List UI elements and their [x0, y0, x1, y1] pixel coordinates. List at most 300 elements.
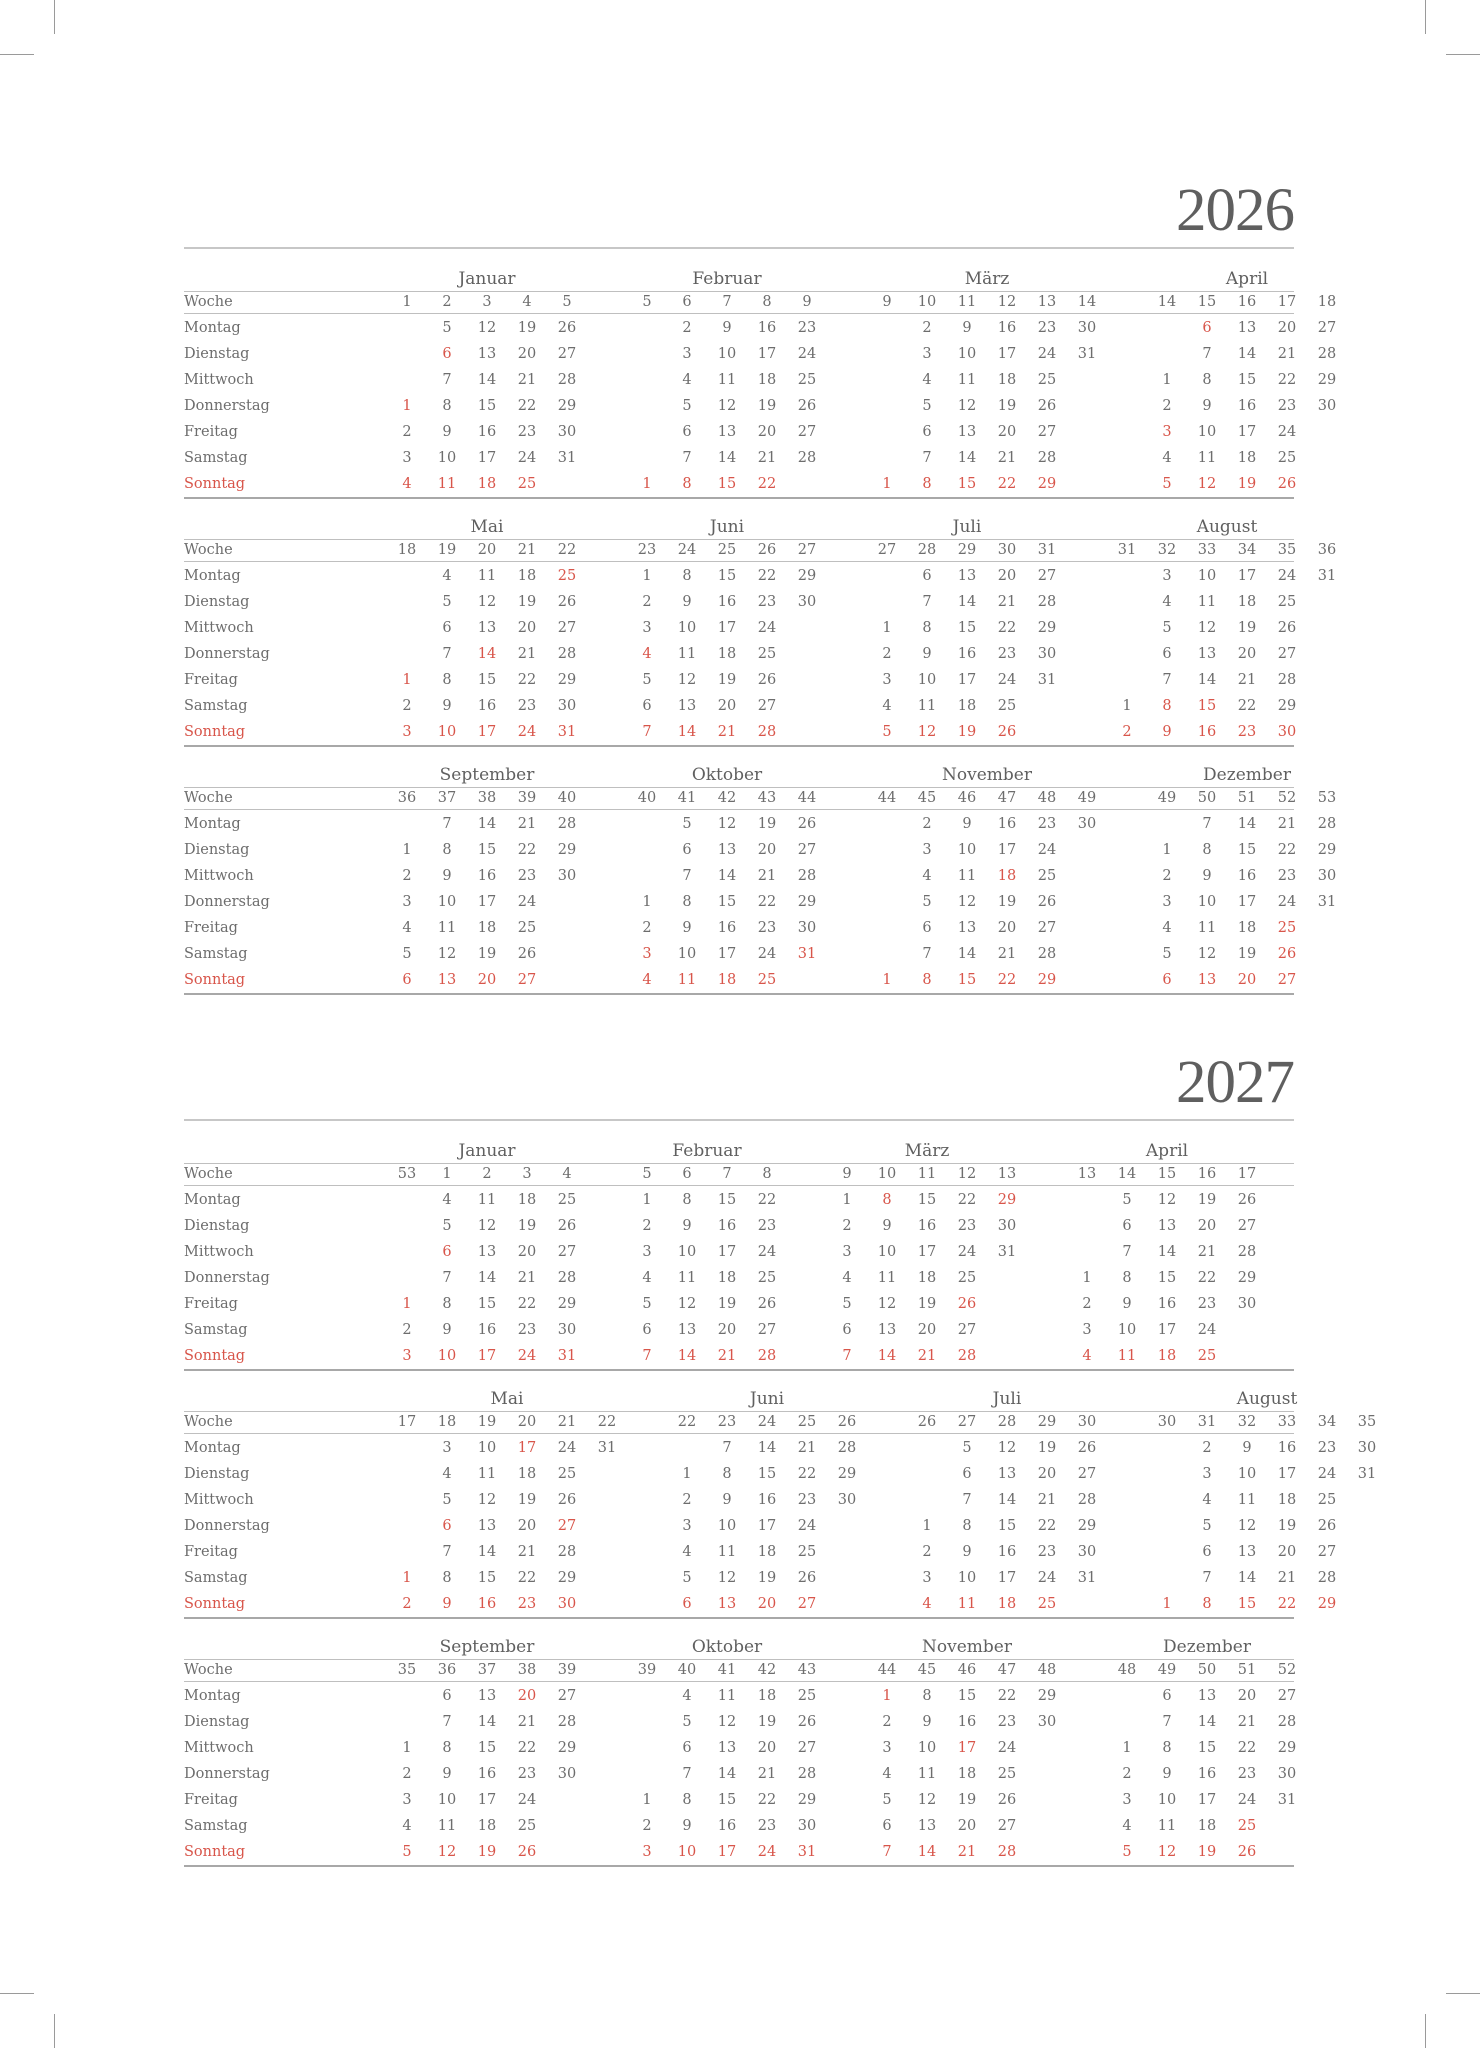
day-cell: 16 [997, 320, 1017, 336]
day-cell: 29 [1037, 1688, 1057, 1704]
day-cell: 27 [1317, 320, 1337, 336]
day-cell: 27 [557, 620, 577, 636]
day-cell: 7 [962, 1492, 972, 1508]
day-cell: 6 [1202, 1544, 1212, 1560]
week-rule [184, 1681, 1294, 1682]
day-cell: 26 [557, 320, 577, 336]
block-rule [184, 745, 1294, 747]
day-cell: 6 [642, 698, 652, 714]
day-cell: 22 [1037, 1518, 1057, 1534]
week-number: 8 [762, 294, 772, 310]
day-cell: 26 [517, 946, 537, 962]
day-cell: 5 [442, 1218, 452, 1234]
day-cell: 30 [1237, 1296, 1257, 1312]
day-cell: 15 [1197, 698, 1217, 714]
week-number: 28 [997, 1414, 1017, 1430]
week-number: 30 [997, 542, 1017, 558]
week-number: 26 [837, 1414, 857, 1430]
day-cell: 7 [682, 868, 692, 884]
day-cell: 14 [997, 1492, 1017, 1508]
day-cell: 21 [1037, 1492, 1057, 1508]
day-cell: 13 [477, 1518, 497, 1534]
day-cell: 6 [642, 1322, 652, 1338]
row-label-freitag: Freitag [184, 1544, 238, 1560]
day-cell: 9 [1162, 724, 1172, 740]
day-cell: 25 [1277, 450, 1297, 466]
day-cell: 22 [997, 1688, 1017, 1704]
day-cell: 4 [442, 1466, 452, 1482]
day-cell: 19 [1197, 1844, 1217, 1860]
day-cell: 21 [717, 1348, 737, 1364]
day-cell: 27 [557, 1688, 577, 1704]
day-cell: 18 [957, 1766, 977, 1782]
week-number: 16 [1197, 1166, 1217, 1182]
day-cell: 10 [677, 1844, 697, 1860]
day-cell: 19 [997, 398, 1017, 414]
day-cell: 2 [1202, 1440, 1212, 1456]
day-cell: 1 [1122, 1740, 1132, 1756]
day-cell: 9 [682, 594, 692, 610]
week-number: 3 [522, 1166, 532, 1182]
day-cell: 28 [1317, 816, 1337, 832]
year-title: 2026 [1176, 177, 1294, 244]
week-number: 17 [1237, 1166, 1257, 1182]
day-cell: 3 [442, 1440, 452, 1456]
day-cell: 28 [797, 450, 817, 466]
day-cell: 22 [517, 842, 537, 858]
week-number: 22 [557, 542, 577, 558]
day-cell: 13 [437, 972, 457, 988]
day-cell: 5 [642, 1296, 652, 1312]
day-cell: 6 [1162, 972, 1172, 988]
day-cell: 20 [757, 1596, 777, 1612]
day-cell: 13 [1157, 1218, 1177, 1234]
day-cell: 18 [997, 372, 1017, 388]
week-number: 42 [757, 1662, 777, 1678]
week-number: 14 [1117, 1166, 1137, 1182]
day-cell: 9 [442, 1766, 452, 1782]
day-cell: 7 [682, 450, 692, 466]
week-number: 30 [1077, 1414, 1097, 1430]
day-cell: 25 [757, 972, 777, 988]
day-cell: 8 [922, 972, 932, 988]
day-cell: 17 [517, 1440, 537, 1456]
week-number: 4 [522, 294, 532, 310]
day-cell: 5 [842, 1296, 852, 1312]
day-cell: 3 [842, 1244, 852, 1260]
day-cell: 24 [997, 1740, 1017, 1756]
day-cell: 27 [1277, 646, 1297, 662]
day-cell: 17 [1197, 1792, 1217, 1808]
day-cell: 26 [1277, 946, 1297, 962]
day-cell: 29 [1277, 1740, 1297, 1756]
day-cell: 28 [1317, 346, 1337, 362]
day-cell: 28 [557, 1544, 577, 1560]
day-cell: 19 [1237, 946, 1257, 962]
day-cell: 1 [882, 1688, 892, 1704]
day-cell: 29 [1317, 842, 1337, 858]
day-cell: 26 [997, 724, 1017, 740]
day-cell: 1 [1122, 698, 1132, 714]
crop-mark [1425, 2014, 1426, 2048]
week-number: 53 [1317, 790, 1337, 806]
row-label-donnerstag: Donnerstag [184, 398, 270, 414]
day-cell: 10 [957, 346, 977, 362]
day-cell: 7 [442, 1270, 452, 1286]
day-cell: 8 [442, 1740, 452, 1756]
day-cell: 30 [837, 1492, 857, 1508]
day-cell: 9 [962, 1544, 972, 1560]
day-cell: 4 [882, 1766, 892, 1782]
week-number: 45 [917, 790, 937, 806]
month-name: April [1145, 1141, 1189, 1161]
day-cell: 23 [797, 1492, 817, 1508]
day-cell: 7 [442, 1544, 452, 1560]
day-cell: 8 [922, 1688, 932, 1704]
row-label-freitag: Freitag [184, 424, 238, 440]
week-number: 16 [1237, 294, 1257, 310]
month-name: September [439, 1637, 535, 1657]
day-cell: 30 [797, 594, 817, 610]
week-number: 47 [997, 790, 1017, 806]
day-cell: 29 [1037, 972, 1057, 988]
day-cell: 7 [922, 946, 932, 962]
day-cell: 3 [922, 346, 932, 362]
day-cell: 3 [922, 1570, 932, 1586]
day-cell: 31 [557, 450, 577, 466]
day-cell: 21 [997, 450, 1017, 466]
day-cell: 18 [1237, 450, 1257, 466]
row-label-donnerstag: Donnerstag [184, 1270, 270, 1286]
row-label-donnerstag: Donnerstag [184, 1766, 270, 1782]
week-number: 34 [1237, 542, 1257, 558]
week-number: 39 [517, 790, 537, 806]
day-cell: 5 [922, 894, 932, 910]
week-number: 52 [1277, 790, 1297, 806]
day-cell: 27 [1277, 972, 1297, 988]
day-cell: 15 [477, 1570, 497, 1586]
day-cell: 21 [1277, 346, 1297, 362]
day-cell: 9 [442, 698, 452, 714]
day-cell: 4 [922, 1596, 932, 1612]
row-label-week: Woche [184, 1662, 233, 1678]
day-cell: 20 [757, 842, 777, 858]
day-cell: 21 [757, 450, 777, 466]
day-cell: 16 [957, 646, 977, 662]
day-cell: 17 [757, 1518, 777, 1534]
day-cell: 22 [1277, 372, 1297, 388]
month-name: Dezember [1163, 1637, 1251, 1657]
day-cell: 24 [757, 1844, 777, 1860]
day-cell: 14 [1157, 1244, 1177, 1260]
day-cell: 2 [642, 1218, 652, 1234]
row-label-montag: Montag [184, 1192, 241, 1208]
day-cell: 6 [1162, 1688, 1172, 1704]
day-cell: 14 [957, 946, 977, 962]
day-cell: 1 [642, 1792, 652, 1808]
day-cell: 19 [1277, 1518, 1297, 1534]
day-cell: 10 [677, 1244, 697, 1260]
day-cell: 19 [757, 816, 777, 832]
week-number: 30 [1157, 1414, 1177, 1430]
day-cell: 24 [957, 1244, 977, 1260]
day-cell: 27 [1317, 1544, 1337, 1560]
day-cell: 20 [1237, 1688, 1257, 1704]
day-cell: 9 [682, 1218, 692, 1234]
day-cell: 20 [517, 1244, 537, 1260]
week-number: 40 [637, 790, 657, 806]
day-cell: 18 [517, 568, 537, 584]
week-number: 32 [1237, 1414, 1257, 1430]
row-label-sonntag: Sonntag [184, 1844, 246, 1860]
day-cell: 3 [402, 450, 412, 466]
week-rule [184, 809, 1294, 810]
day-cell: 10 [917, 1740, 937, 1756]
day-cell: 23 [517, 1766, 537, 1782]
day-cell: 11 [917, 698, 937, 714]
day-cell: 25 [1037, 868, 1057, 884]
day-cell: 25 [797, 1544, 817, 1560]
week-number: 13 [1077, 1166, 1097, 1182]
day-cell: 21 [957, 1844, 977, 1860]
day-cell: 20 [477, 972, 497, 988]
day-cell: 6 [682, 842, 692, 858]
day-cell: 24 [757, 946, 777, 962]
day-cell: 22 [1197, 1270, 1217, 1286]
day-cell: 28 [1277, 672, 1297, 688]
day-cell: 10 [437, 1792, 457, 1808]
day-cell: 11 [437, 920, 457, 936]
day-cell: 21 [757, 868, 777, 884]
day-cell: 13 [477, 346, 497, 362]
day-cell: 13 [717, 424, 737, 440]
day-cell: 6 [442, 346, 452, 362]
day-cell: 21 [1237, 1714, 1257, 1730]
day-cell: 6 [922, 424, 932, 440]
day-cell: 18 [1197, 1818, 1217, 1834]
day-cell: 22 [757, 476, 777, 492]
day-cell: 30 [557, 424, 577, 440]
day-cell: 31 [557, 724, 577, 740]
day-cell: 5 [882, 724, 892, 740]
day-cell: 5 [1162, 476, 1172, 492]
day-cell: 1 [1162, 1596, 1172, 1612]
row-label-dienstag: Dienstag [184, 594, 250, 610]
year-divider [184, 247, 1294, 249]
day-cell: 2 [1162, 398, 1172, 414]
week-number: 31 [1117, 542, 1137, 558]
day-cell: 26 [797, 1714, 817, 1730]
day-cell: 28 [557, 646, 577, 662]
week-number: 3 [482, 294, 492, 310]
week-number: 1 [402, 294, 412, 310]
day-cell: 24 [517, 894, 537, 910]
day-cell: 22 [517, 1296, 537, 1312]
day-cell: 3 [1082, 1322, 1092, 1338]
day-cell: 14 [1237, 346, 1257, 362]
day-cell: 10 [677, 620, 697, 636]
day-cell: 28 [1037, 450, 1057, 466]
day-cell: 2 [1122, 1766, 1132, 1782]
row-label-sonntag: Sonntag [184, 972, 246, 988]
row-label-week: Woche [184, 542, 233, 558]
day-cell: 5 [1202, 1518, 1212, 1534]
week-number: 35 [397, 1662, 417, 1678]
day-cell: 16 [1277, 1440, 1297, 1456]
week-number: 6 [682, 294, 692, 310]
week-number: 42 [717, 790, 737, 806]
day-cell: 23 [1037, 320, 1057, 336]
day-cell: 23 [797, 320, 817, 336]
day-cell: 28 [1077, 1492, 1097, 1508]
day-cell: 5 [682, 816, 692, 832]
day-cell: 24 [1197, 1322, 1217, 1338]
week-number: 21 [517, 542, 537, 558]
day-cell: 24 [517, 1792, 537, 1808]
day-cell: 29 [557, 1296, 577, 1312]
week-number: 29 [1037, 1414, 1057, 1430]
month-name: Juli [952, 517, 982, 537]
day-cell: 12 [1197, 620, 1217, 636]
day-cell: 12 [677, 1296, 697, 1312]
day-cell: 18 [517, 1192, 537, 1208]
day-cell: 7 [682, 1766, 692, 1782]
month-name: März [964, 269, 1010, 289]
day-cell: 19 [1237, 620, 1257, 636]
day-cell: 26 [1277, 476, 1297, 492]
day-cell: 8 [1202, 842, 1212, 858]
day-cell: 29 [797, 568, 817, 584]
day-cell: 27 [1237, 1218, 1257, 1234]
day-cell: 19 [1197, 1192, 1217, 1208]
day-cell: 21 [1237, 672, 1257, 688]
day-cell: 2 [842, 1218, 852, 1234]
day-cell: 12 [477, 320, 497, 336]
day-cell: 15 [957, 1688, 977, 1704]
day-cell: 23 [517, 424, 537, 440]
day-cell: 27 [1037, 424, 1057, 440]
day-cell: 1 [842, 1192, 852, 1208]
week-number: 49 [1157, 1662, 1177, 1678]
day-cell: 18 [1157, 1348, 1177, 1364]
row-label-sonntag: Sonntag [184, 1596, 246, 1612]
week-number: 49 [1077, 790, 1097, 806]
day-cell: 5 [442, 320, 452, 336]
day-cell: 18 [717, 646, 737, 662]
day-cell: 8 [682, 568, 692, 584]
day-cell: 27 [557, 1244, 577, 1260]
day-cell: 21 [1197, 1244, 1217, 1260]
day-cell: 27 [557, 1518, 577, 1534]
day-cell: 20 [1037, 1466, 1057, 1482]
day-cell: 1 [402, 1740, 412, 1756]
row-label-donnerstag: Donnerstag [184, 646, 270, 662]
day-cell: 18 [1237, 594, 1257, 610]
day-cell: 7 [842, 1348, 852, 1364]
month-name: Juni [709, 517, 745, 537]
day-cell: 29 [837, 1466, 857, 1482]
day-cell: 30 [1037, 1714, 1057, 1730]
day-cell: 14 [1237, 816, 1257, 832]
day-cell: 3 [682, 1518, 692, 1534]
crop-mark [1446, 54, 1480, 55]
month-name: April [1225, 269, 1269, 289]
day-cell: 1 [402, 1296, 412, 1312]
day-cell: 2 [922, 320, 932, 336]
week-number: 44 [797, 790, 817, 806]
day-cell: 7 [442, 816, 452, 832]
week-number: 7 [722, 1166, 732, 1182]
day-cell: 29 [557, 1570, 577, 1586]
week-number: 19 [437, 542, 457, 558]
day-cell: 4 [1082, 1348, 1092, 1364]
day-cell: 17 [957, 1740, 977, 1756]
day-cell: 10 [477, 1440, 497, 1456]
day-cell: 15 [1157, 1270, 1177, 1286]
day-cell: 22 [957, 1192, 977, 1208]
row-label-samstag: Samstag [184, 946, 248, 962]
week-number: 9 [802, 294, 812, 310]
day-cell: 3 [402, 1348, 412, 1364]
day-cell: 30 [1077, 1544, 1097, 1560]
day-cell: 21 [517, 1544, 537, 1560]
day-cell: 24 [1277, 894, 1297, 910]
day-cell: 15 [957, 972, 977, 988]
day-cell: 1 [882, 972, 892, 988]
row-label-mittwoch: Mittwoch [184, 1244, 254, 1260]
day-cell: 11 [717, 1688, 737, 1704]
row-label-dienstag: Dienstag [184, 346, 250, 362]
day-cell: 31 [1357, 1466, 1377, 1482]
day-cell: 12 [877, 1296, 897, 1312]
day-cell: 29 [1277, 698, 1297, 714]
day-cell: 6 [442, 1688, 452, 1704]
day-cell: 18 [997, 1596, 1017, 1612]
day-cell: 26 [517, 1844, 537, 1860]
day-cell: 22 [1237, 1740, 1257, 1756]
day-cell: 25 [517, 476, 537, 492]
day-cell: 25 [1037, 372, 1057, 388]
day-cell: 2 [882, 1714, 892, 1730]
day-cell: 2 [642, 1818, 652, 1834]
day-cell: 14 [1237, 1570, 1257, 1586]
day-cell: 28 [997, 1844, 1017, 1860]
day-cell: 14 [717, 450, 737, 466]
day-cell: 27 [1277, 1688, 1297, 1704]
week-number: 15 [1197, 294, 1217, 310]
week-number: 22 [597, 1414, 617, 1430]
day-cell: 13 [997, 1466, 1017, 1482]
row-label-dienstag: Dienstag [184, 842, 250, 858]
day-cell: 13 [877, 1322, 897, 1338]
day-cell: 20 [957, 1818, 977, 1834]
day-cell: 1 [402, 842, 412, 858]
day-cell: 16 [477, 1322, 497, 1338]
week-number: 19 [477, 1414, 497, 1430]
day-cell: 3 [642, 1844, 652, 1860]
week-number: 7 [722, 294, 732, 310]
day-cell: 23 [997, 1714, 1017, 1730]
day-cell: 3 [1202, 1466, 1212, 1482]
week-number: 50 [1197, 790, 1217, 806]
day-cell: 26 [997, 1792, 1017, 1808]
day-cell: 8 [442, 1570, 452, 1586]
day-cell: 23 [517, 868, 537, 884]
crop-mark [54, 2014, 55, 2048]
week-number: 50 [1197, 1662, 1217, 1678]
day-cell: 10 [677, 946, 697, 962]
day-cell: 29 [1237, 1270, 1257, 1286]
